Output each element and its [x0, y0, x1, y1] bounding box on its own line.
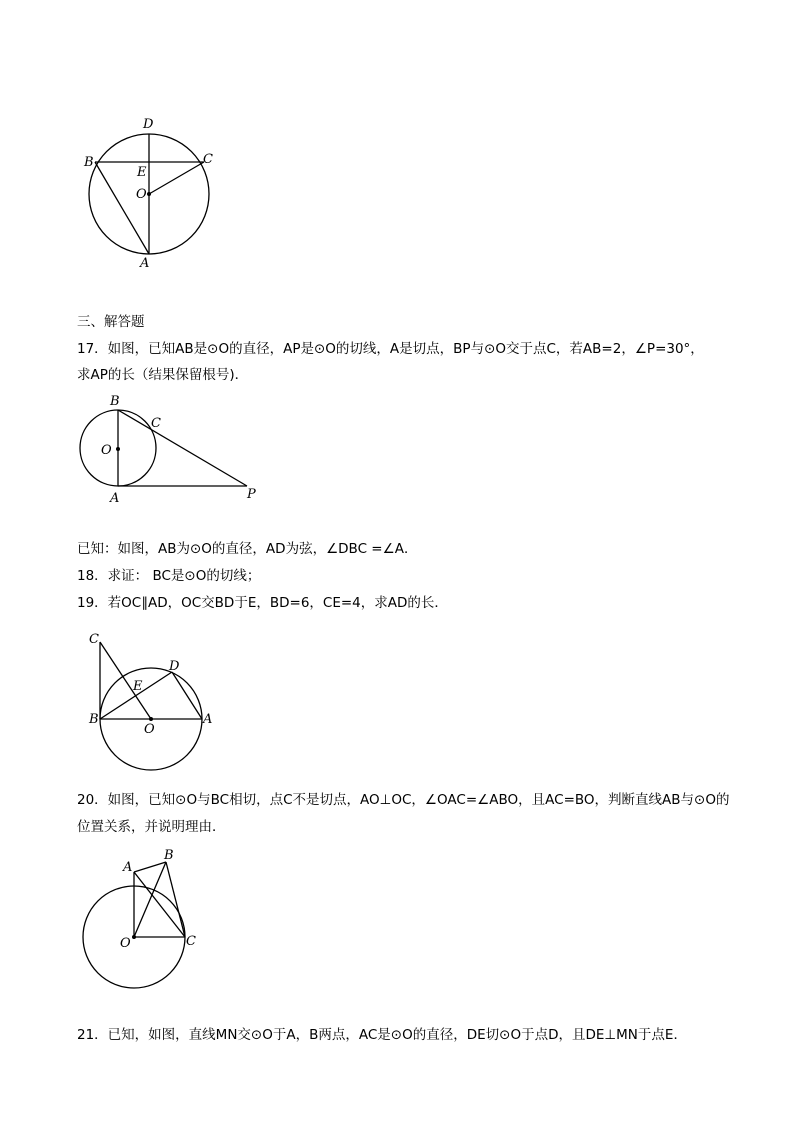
label-d: D: [143, 117, 154, 132]
label-a: A: [123, 860, 133, 875]
label-b: B: [164, 848, 174, 863]
q18-text: 18．求证： BC是⊙O的切线；: [77, 568, 261, 584]
figure-semicircle-tangent: [80, 625, 240, 775]
label-o: O: [120, 936, 131, 951]
q21-text-line1: 21．已知，如图，直线MN交⊙O于A，B两点，AC是⊙O的直径，DE切⊙O于点D，且DE⊥MN于点E．: [77, 1027, 687, 1043]
secant-bp: [118, 410, 247, 486]
figure-circle-chords: [70, 110, 230, 280]
section-heading: 三、解答题: [77, 314, 145, 330]
label-b: B: [110, 394, 120, 409]
label-b: B: [84, 155, 94, 170]
radius-oc: [149, 162, 204, 194]
figure-quadrilateral-circle: [75, 845, 225, 995]
figure-tangent-triangle: [75, 390, 275, 510]
label-e: E: [133, 679, 143, 694]
q18-given-text: 已知：如图，AB为⊙O的直径，AD为弦，∠DBC =∠A．: [77, 541, 418, 557]
q17-text-line1: 17．如图，已知AB是⊙O的直径，AP是⊙O的切线，A是切点，BP与⊙O交于点C，若AB=2，∠P=30°，: [77, 341, 704, 357]
chord-da: [172, 672, 202, 719]
q20-text-line2: 位置关系，并说明理由．: [77, 819, 226, 835]
label-c: C: [151, 416, 161, 431]
center-dot: [116, 447, 120, 451]
label-d: D: [169, 659, 180, 674]
figure-20-svg: [75, 845, 225, 995]
label-c: C: [89, 632, 99, 647]
q17-text-line2: 求AP的长（结果保留根号)．: [77, 367, 249, 383]
label-a: A: [203, 712, 213, 727]
center-dot: [147, 192, 151, 196]
figure-17-svg: [75, 390, 275, 510]
label-e: E: [137, 165, 147, 180]
label-c: C: [186, 934, 196, 949]
label-b: B: [89, 712, 99, 727]
figure-18-svg: [80, 625, 240, 775]
label-a: A: [110, 491, 120, 506]
center-dot: [132, 935, 136, 939]
segment-co: [100, 642, 151, 719]
center-dot: [149, 717, 153, 721]
figure-16-svg: [70, 110, 230, 280]
label-c: C: [203, 152, 213, 167]
segment-ab: [134, 862, 166, 872]
segment-bo: [134, 862, 166, 937]
q19-text: 19．若OC∥AD，OC交BD于E，BD=6，CE=4，求AD的长．: [77, 595, 448, 611]
label-o: O: [144, 722, 155, 737]
label-a: A: [140, 256, 150, 271]
q20-text-line1: 20．如图，已知⊙O与BC相切，点C不是切点，AO⊥OC，∠OAC=∠ABO，且AC=BO，判断直线AB与⊙O的: [77, 792, 730, 808]
label-o: O: [136, 187, 147, 202]
label-p: P: [247, 487, 256, 502]
label-o: O: [101, 443, 112, 458]
